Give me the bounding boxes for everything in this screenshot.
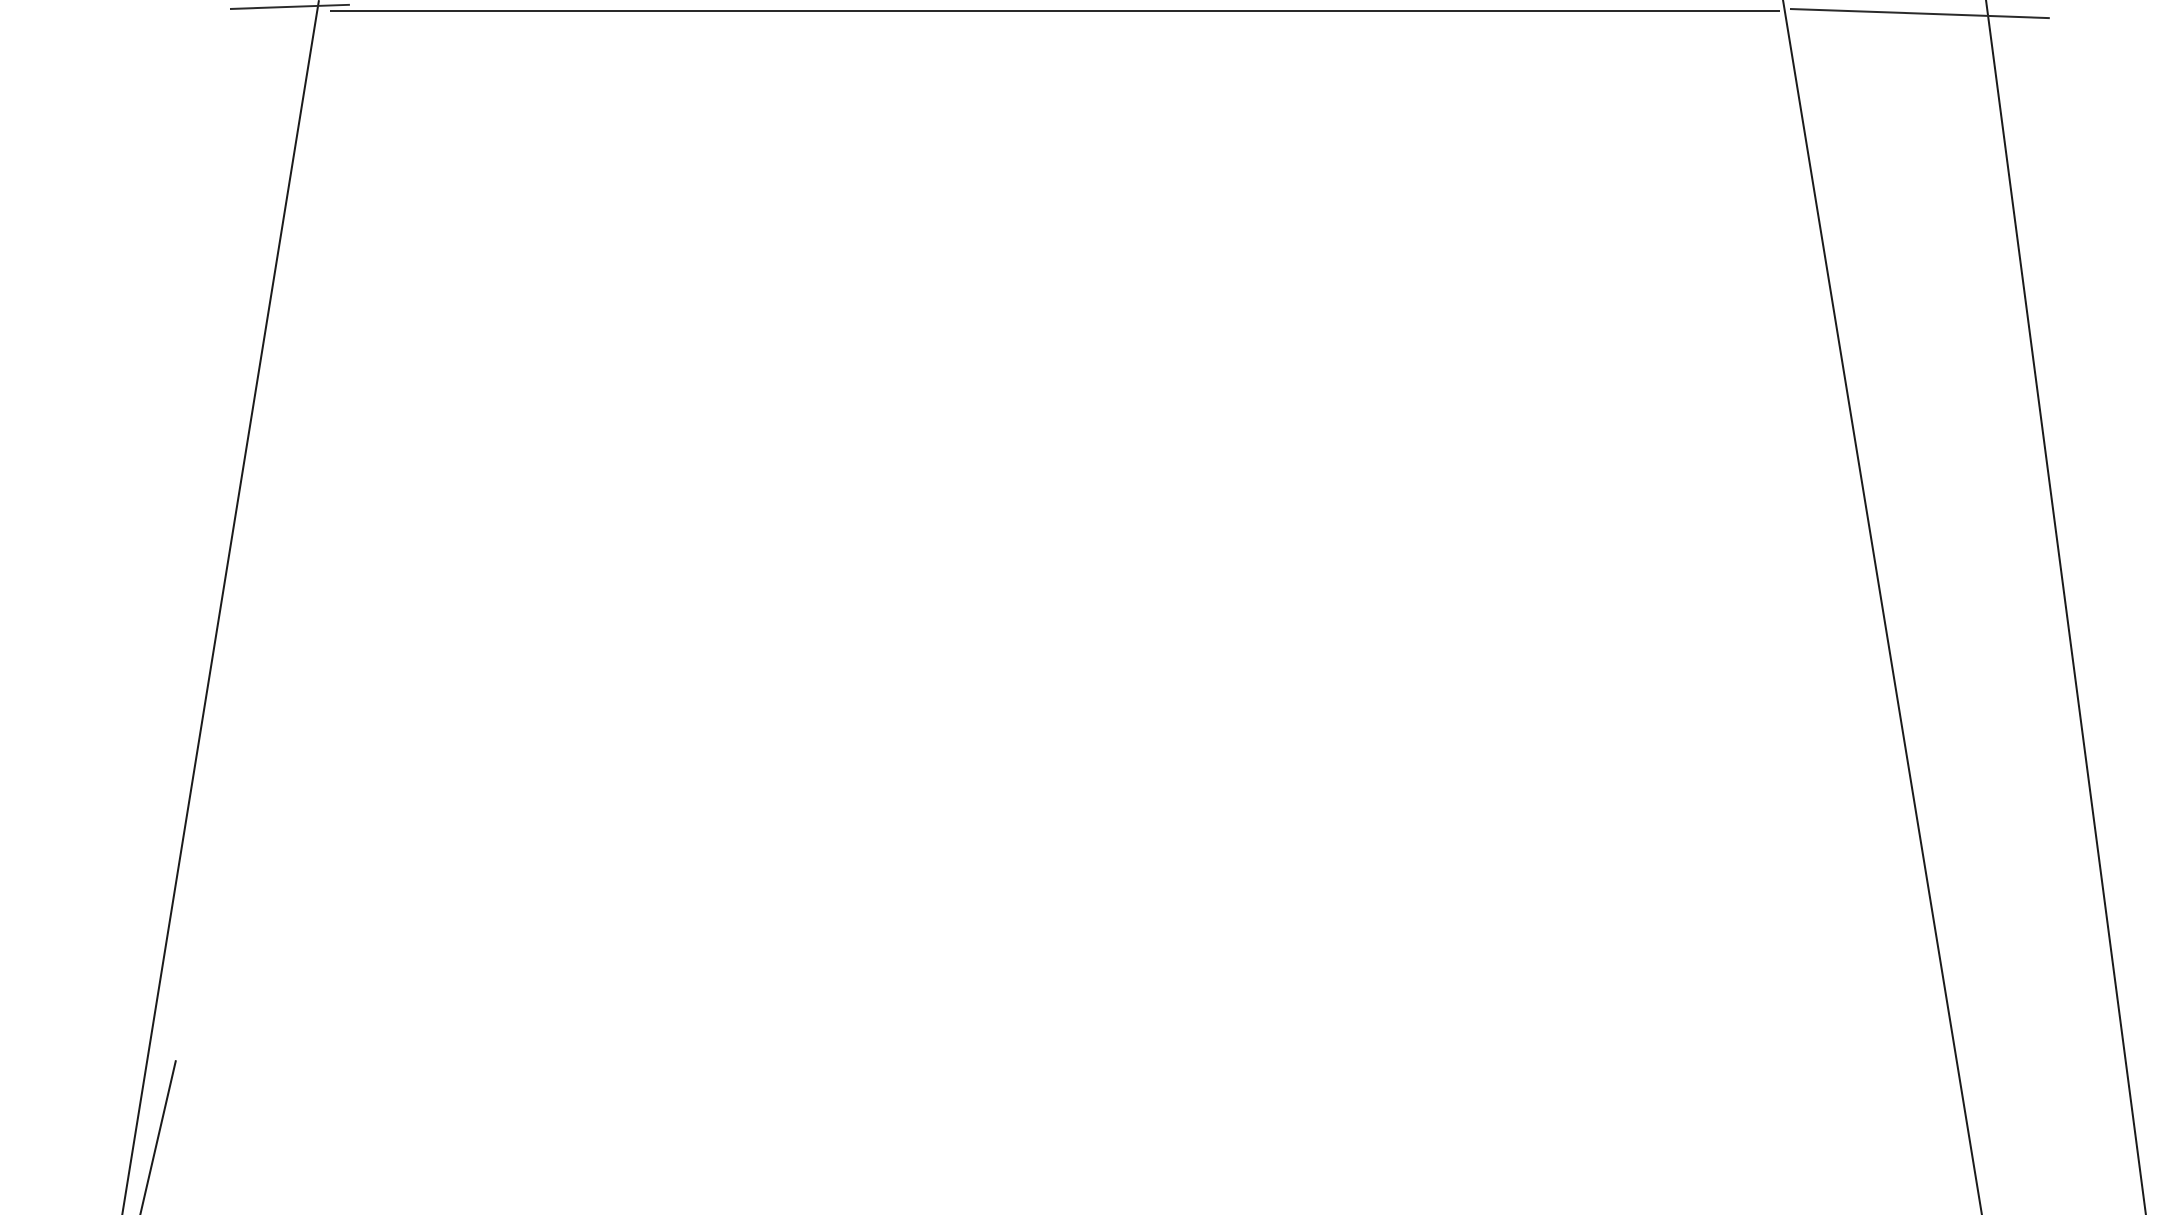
top-edge-right	[1790, 8, 2050, 19]
panel-seam-left	[120, 0, 320, 1215]
panel-seam-right	[1782, 0, 1984, 1215]
top-edge-left	[230, 4, 350, 10]
panel-seam-far-right	[1985, 0, 2148, 1215]
panel-seam-bottom-left	[130, 1060, 177, 1215]
top-edge-center	[330, 10, 1780, 12]
